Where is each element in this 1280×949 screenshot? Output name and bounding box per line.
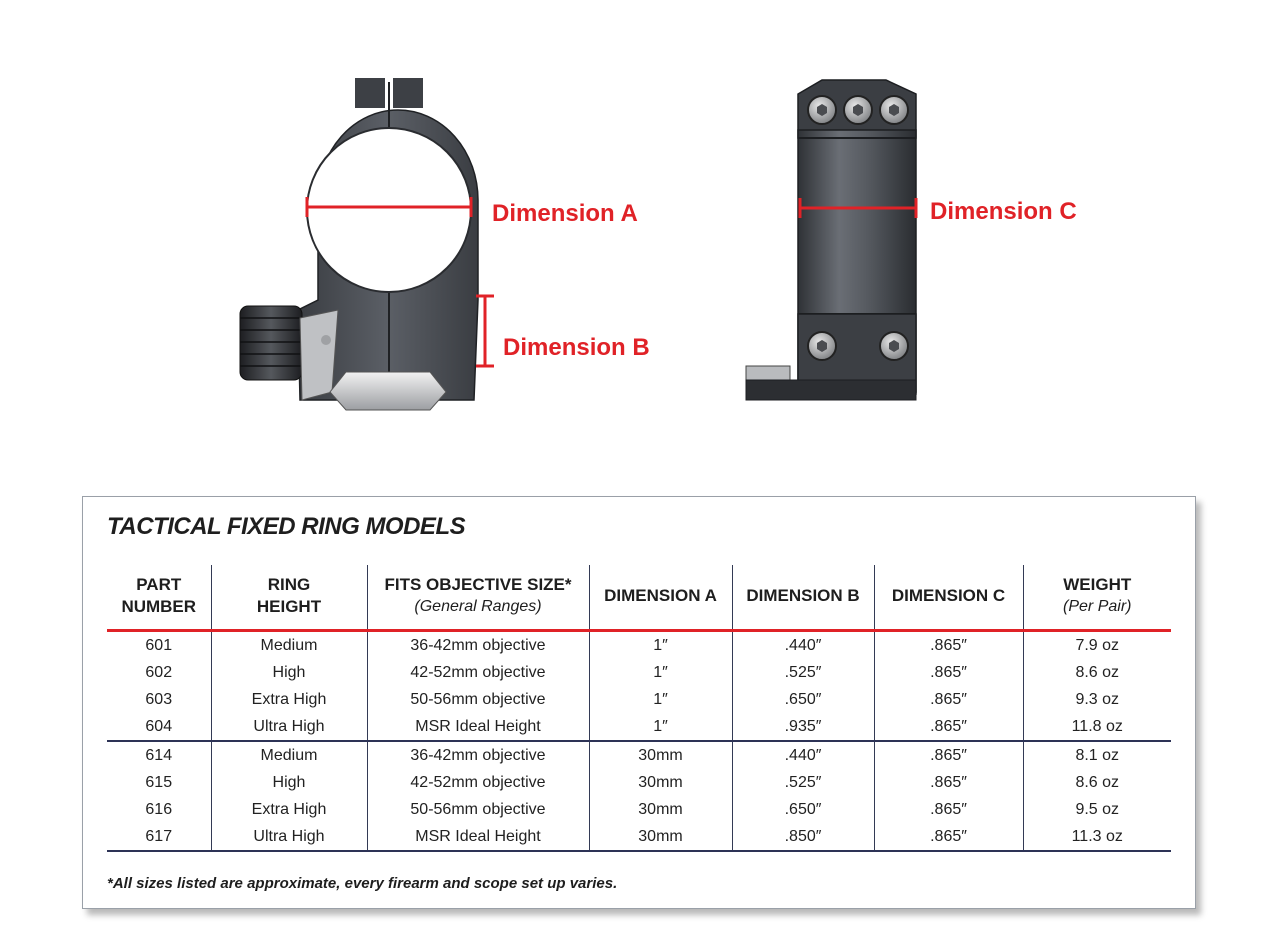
- cell-fits-objective: 42-52mm objective: [367, 769, 589, 796]
- cell-fits-objective: 50-56mm objective: [367, 796, 589, 823]
- cell-part-number: 617: [107, 823, 211, 851]
- cell-dimension-b: .850″: [732, 823, 874, 851]
- dimension-a-label: Dimension A: [492, 200, 638, 227]
- cell-dimension-a: 30mm: [589, 823, 732, 851]
- cell-weight: 8.1 oz: [1023, 741, 1171, 769]
- table-row: [107, 631, 1171, 660]
- cell-ring-height: Ultra High: [211, 823, 367, 851]
- cell-dimension-b: .440″: [732, 631, 874, 660]
- column-header-ring-height: [211, 565, 367, 631]
- header-subtext: (Per Pair): [1063, 598, 1132, 615]
- cell-dimension-c: .865″: [874, 823, 1023, 851]
- cell-ring-height: High: [211, 659, 367, 686]
- cell-dimension-a: 1″: [589, 631, 732, 660]
- header-text: RING: [267, 575, 311, 594]
- header-text: FITS OBJECTIVE SIZE*: [384, 575, 572, 594]
- spec-table-card: [82, 496, 1196, 909]
- cell-fits-objective: 36-42mm objective: [367, 631, 589, 660]
- column-header-weight: [1023, 565, 1171, 631]
- column-header-part-number: [107, 565, 211, 631]
- cell-weight: 8.6 oz: [1023, 769, 1171, 796]
- cell-part-number: 615: [145, 773, 173, 791]
- cell-part-number: 602: [145, 663, 173, 681]
- spec-table: [107, 565, 1171, 852]
- cell-ring-height: Extra High: [211, 796, 367, 823]
- table-row: [107, 769, 1171, 796]
- cell-dimension-b: .650″: [732, 796, 874, 823]
- column-header-dimension-b: [732, 565, 874, 631]
- cell-fits-objective: MSR Ideal Height: [367, 713, 589, 741]
- cell-weight: 9.5 oz: [1023, 796, 1171, 823]
- table-row: [107, 796, 1171, 823]
- cell-weight: 11.8 oz: [1023, 713, 1171, 741]
- header-text: DIMENSION A: [604, 586, 717, 605]
- cell-dimension-c: .865″: [874, 741, 1023, 769]
- column-header-dimension-a: [589, 565, 732, 631]
- dimension-b-label: Dimension B: [503, 334, 650, 361]
- cell-dimension-c: .865″: [874, 631, 1023, 660]
- table-row: [107, 741, 1171, 769]
- cell-weight: 9.3 oz: [1023, 686, 1171, 713]
- table-row: [107, 686, 1171, 713]
- cell-dimension-b: .525″: [732, 769, 874, 796]
- column-header-fits-objective: [367, 565, 589, 631]
- cell-dimension-a: 1″: [589, 686, 732, 713]
- header-text: HEIGHT: [256, 597, 322, 616]
- cell-fits-objective: 50-56mm objective: [367, 686, 589, 713]
- cell-dimension-c: .865″: [874, 796, 1023, 823]
- header-subtext: (General Ranges): [414, 598, 542, 615]
- table-row: [107, 659, 1171, 686]
- cell-dimension-a: 1″: [589, 713, 732, 741]
- cell-part-number: 601: [145, 636, 173, 654]
- cell-fits-objective: 42-52mm objective: [367, 659, 589, 686]
- cell-ring-height: Medium: [211, 631, 367, 660]
- cell-dimension-b: .525″: [732, 659, 874, 686]
- cell-ring-height: Extra High: [211, 686, 367, 713]
- cell-fits-objective: 36-42mm objective: [367, 741, 589, 769]
- cell-part-number: 614: [145, 746, 173, 764]
- dimension-b-marker: [476, 296, 494, 366]
- cell-weight: 8.6 oz: [1023, 659, 1171, 686]
- cell-ring-height: Ultra High: [211, 713, 367, 741]
- table-row: [107, 823, 1171, 851]
- ring-side-view: [746, 80, 1077, 400]
- cell-dimension-a: 1″: [589, 659, 732, 686]
- cell-dimension-c: .865″: [874, 713, 1023, 741]
- cell-dimension-a: 30mm: [589, 769, 732, 796]
- cell-weight: 11.3 oz: [1023, 823, 1171, 851]
- cell-fits-objective: MSR Ideal Height: [367, 823, 589, 851]
- cell-ring-height: High: [211, 769, 367, 796]
- header-text: DIMENSION C: [891, 586, 1006, 605]
- cell-dimension-c: .865″: [874, 686, 1023, 713]
- table-title: TACTICAL FIXED RING MODELS: [107, 513, 466, 540]
- cell-dimension-a: 30mm: [589, 796, 732, 823]
- cell-part-number: 603: [145, 690, 173, 708]
- dimension-c-label: Dimension C: [930, 198, 1077, 225]
- header-text: WEIGHT: [1063, 575, 1132, 594]
- ring-front-view: [240, 78, 650, 410]
- header-text: NUMBER: [121, 597, 197, 616]
- cell-weight: 7.9 oz: [1023, 631, 1171, 660]
- cell-dimension-a: 30mm: [589, 741, 732, 769]
- header-text: DIMENSION B: [746, 586, 860, 605]
- cell-part-number: 604: [107, 713, 211, 741]
- ring-dimension-diagram: [0, 0, 1280, 470]
- column-header-dimension-c: [874, 565, 1023, 631]
- table-row: [107, 713, 1171, 741]
- cell-dimension-c: .865″: [874, 769, 1023, 796]
- table-header-row: [107, 565, 1171, 631]
- cell-part-number: 616: [145, 800, 173, 818]
- header-text: PART: [136, 575, 182, 594]
- cell-dimension-c: .865″: [874, 659, 1023, 686]
- cell-ring-height: Medium: [211, 741, 367, 769]
- table-footnote: *All sizes listed are approximate, every firearm and scope set up varies.: [107, 875, 618, 892]
- cell-dimension-b: .650″: [732, 686, 874, 713]
- cell-dimension-b: .440″: [732, 741, 874, 769]
- cell-dimension-b: .935″: [732, 713, 874, 741]
